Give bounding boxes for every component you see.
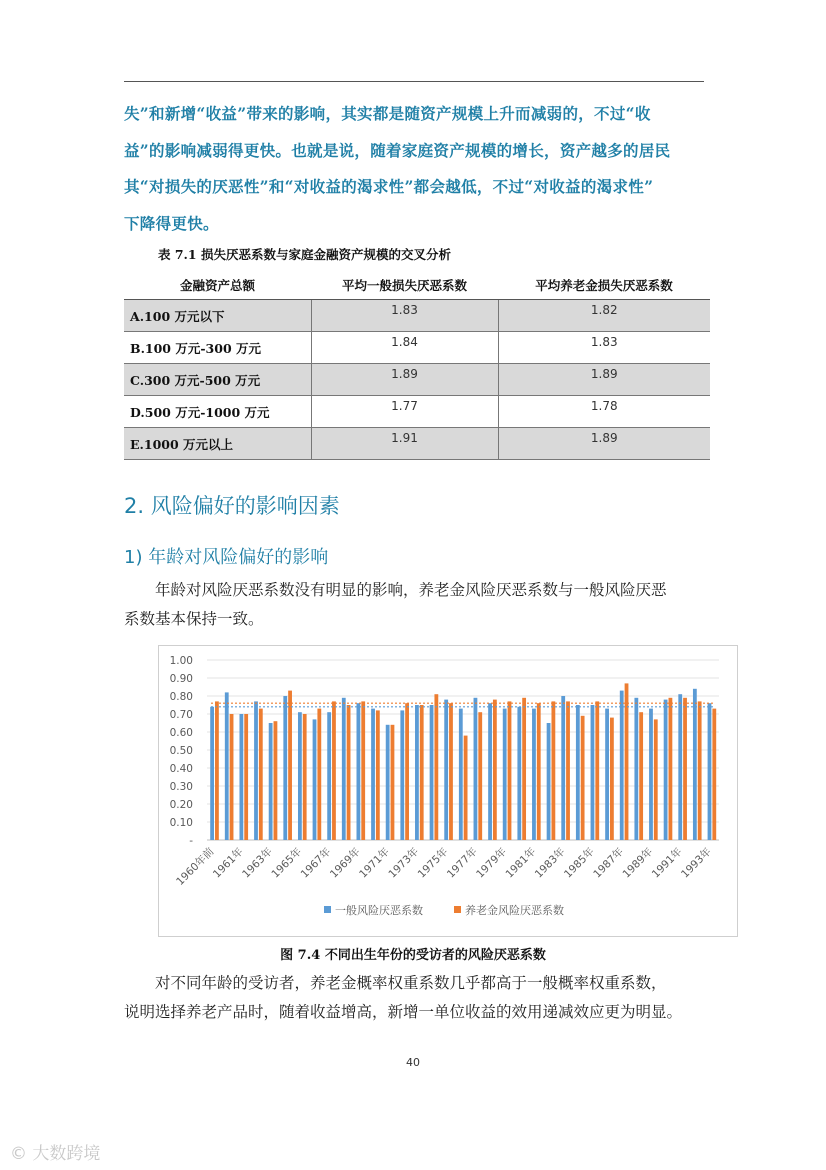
y-tick-label: 1.00 bbox=[169, 655, 193, 667]
bar-general bbox=[298, 712, 302, 840]
bar-general bbox=[459, 709, 463, 840]
general-value: 1.84 bbox=[311, 332, 498, 364]
x-tick-label: 1965年 bbox=[269, 845, 305, 881]
bar-pension bbox=[610, 718, 614, 840]
bar-pension bbox=[522, 698, 526, 840]
x-tick-label: 1989年 bbox=[620, 845, 656, 881]
bar-general bbox=[444, 700, 448, 840]
bar-pension bbox=[449, 703, 453, 840]
y-tick-label: 0.70 bbox=[169, 709, 193, 721]
x-tick-label: 1991年 bbox=[649, 845, 685, 881]
bar-general bbox=[532, 709, 536, 840]
y-tick-label: 0.40 bbox=[169, 763, 193, 775]
table-caption: 表 7.1 损失厌恶系数与家庭金融资产规模的交叉分析 bbox=[158, 247, 451, 262]
watermark bbox=[10, 1139, 100, 1164]
bar-pension bbox=[581, 716, 585, 840]
row-label: C.300 万元-500 万元 bbox=[124, 364, 311, 396]
table-row bbox=[124, 332, 710, 364]
bar-pension bbox=[420, 705, 424, 840]
bar-pension bbox=[566, 701, 570, 840]
weight-paragraph bbox=[124, 969, 709, 1027]
page-number: 40 bbox=[406, 1056, 420, 1069]
column-header: 平均一般损失厌恶系数 bbox=[311, 270, 498, 300]
bar-pension bbox=[405, 703, 409, 840]
bar-general bbox=[605, 709, 609, 840]
column-header: 金融资产总额 bbox=[124, 270, 311, 300]
bar-pension bbox=[654, 719, 658, 840]
bar-general bbox=[254, 701, 258, 840]
bar-pension bbox=[464, 736, 468, 840]
x-tick-label: 1975年 bbox=[415, 845, 451, 881]
bar-general bbox=[503, 709, 507, 840]
table-row bbox=[124, 364, 710, 396]
table-row bbox=[124, 300, 710, 332]
bar-general bbox=[678, 694, 682, 840]
pension-value: 1.89 bbox=[498, 428, 710, 460]
row-label: A.100 万元以下 bbox=[124, 300, 311, 332]
bar-pension bbox=[303, 714, 307, 840]
header-rule bbox=[124, 81, 704, 82]
pension-value: 1.83 bbox=[498, 332, 710, 364]
watermark-icon: © bbox=[10, 1144, 27, 1164]
bar-general bbox=[547, 723, 551, 840]
legend-label: 一般风险厌恶系数 bbox=[335, 904, 423, 917]
y-tick-label: 0.90 bbox=[169, 673, 193, 685]
x-tick-label: 1960年前 bbox=[174, 845, 217, 888]
x-tick-label: 1993年 bbox=[678, 845, 714, 881]
intro-line: 失”和新增“收益”带来的影响，其实都是随资产规模上升而减弱的，不过“收 bbox=[124, 104, 651, 123]
x-tick-label: 1961年 bbox=[210, 845, 246, 881]
age-paragraph bbox=[124, 576, 709, 634]
bar-general bbox=[400, 710, 404, 840]
chart-svg bbox=[159, 646, 737, 936]
x-tick-label: 1985年 bbox=[561, 845, 597, 881]
figure-caption: 图 7.4 不同出生年份的受访者的风险厌恶系数 bbox=[280, 948, 546, 963]
bar-general bbox=[210, 707, 214, 840]
section-heading: 2. 风险偏好的影响因素 bbox=[124, 494, 340, 518]
bar-general bbox=[313, 719, 317, 840]
bar-general bbox=[517, 707, 521, 840]
bar-general bbox=[269, 723, 273, 840]
general-value: 1.77 bbox=[311, 396, 498, 428]
row-label: D.500 万元-1000 万元 bbox=[124, 396, 311, 428]
x-tick-label: 1979年 bbox=[474, 845, 510, 881]
general-value: 1.89 bbox=[311, 364, 498, 396]
bar-general bbox=[371, 709, 375, 840]
paragraph-line: 对不同年龄的受访者，养老金概率权重系数几乎都高于一般概率权重系数， bbox=[155, 974, 667, 992]
bar-pension bbox=[347, 705, 351, 840]
bar-pension bbox=[376, 710, 380, 840]
bar-general bbox=[283, 696, 287, 840]
y-tick-label: 0.10 bbox=[169, 817, 193, 829]
intro-paragraph bbox=[124, 96, 709, 242]
bar-general bbox=[357, 703, 361, 840]
bar-pension bbox=[639, 712, 643, 840]
intro-line: 下降得更快。 bbox=[124, 213, 219, 233]
bar-pension bbox=[595, 701, 599, 840]
bar-general bbox=[239, 714, 243, 840]
bar-general bbox=[693, 689, 697, 840]
paragraph-line: 年龄对风险厌恶系数没有明显的影响，养老金风险厌恶系数与一般风险厌恶 bbox=[155, 581, 667, 599]
risk-aversion-chart bbox=[158, 645, 738, 937]
bar-general bbox=[561, 696, 565, 840]
bar-pension bbox=[537, 703, 541, 840]
bar-general bbox=[576, 705, 580, 840]
pension-value: 1.82 bbox=[498, 300, 710, 332]
x-tick-label: 1981年 bbox=[503, 845, 539, 881]
x-tick-label: 1967年 bbox=[298, 845, 334, 881]
y-tick-label: 0.80 bbox=[169, 691, 193, 703]
paragraph-line: 系数基本保持一致。 bbox=[124, 610, 264, 628]
bar-pension bbox=[712, 709, 716, 840]
bar-pension bbox=[274, 721, 278, 840]
general-value: 1.91 bbox=[311, 428, 498, 460]
table-row bbox=[124, 428, 710, 460]
bar-general bbox=[327, 712, 331, 840]
bar-general bbox=[488, 703, 492, 840]
bar-pension bbox=[230, 714, 234, 840]
bar-general bbox=[474, 698, 478, 840]
bar-pension bbox=[478, 712, 482, 840]
bar-pension bbox=[288, 691, 292, 840]
bar-general bbox=[342, 698, 346, 840]
bar-general bbox=[634, 698, 638, 840]
asset-loss-aversion-table bbox=[124, 270, 710, 460]
bar-general bbox=[430, 705, 434, 840]
bar-general bbox=[708, 703, 712, 840]
x-tick-label: 1983年 bbox=[532, 845, 568, 881]
x-tick-label: 1977年 bbox=[444, 845, 480, 881]
column-header: 平均养老金损失厌恶系数 bbox=[498, 270, 710, 300]
y-tick-label: 0.60 bbox=[169, 727, 193, 739]
y-tick-label: 0.30 bbox=[169, 781, 193, 793]
bar-general bbox=[415, 705, 419, 840]
bar-general bbox=[386, 725, 390, 840]
subsection-heading: 1) 年龄对风险偏好的影响 bbox=[124, 547, 329, 568]
y-tick-label: - bbox=[189, 835, 193, 847]
bar-pension bbox=[493, 700, 497, 840]
legend-label: 养老金风险厌恶系数 bbox=[465, 904, 564, 917]
x-tick-label: 1971年 bbox=[357, 845, 392, 881]
general-value: 1.83 bbox=[311, 300, 498, 332]
table-header-row bbox=[124, 270, 710, 300]
watermark-text: 大数跨境 bbox=[32, 1144, 101, 1164]
bar-pension bbox=[669, 698, 673, 840]
bar-pension bbox=[332, 701, 336, 840]
bar-general bbox=[225, 692, 229, 840]
y-tick-label: 0.50 bbox=[169, 745, 193, 757]
bar-pension bbox=[361, 701, 365, 840]
intro-line: 益”的影响减弱得更快。也就是说，随着家庭资产规模的增长，资产越多的居民 bbox=[124, 140, 671, 160]
row-label: E.1000 万元以上 bbox=[124, 428, 311, 460]
bar-pension bbox=[215, 701, 219, 840]
bar-pension bbox=[259, 709, 263, 840]
bar-general bbox=[664, 700, 668, 840]
x-tick-label: 1963年 bbox=[240, 845, 275, 881]
bar-pension bbox=[683, 698, 687, 840]
intro-line: 其“对损失的厌恶性”和“对收益的渴求性”都会越低，不过“对收益的渴求性” bbox=[124, 177, 654, 196]
bar-general bbox=[620, 691, 624, 840]
y-tick-label: 0.20 bbox=[169, 799, 193, 811]
bar-general bbox=[591, 705, 595, 840]
legend-swatch bbox=[454, 906, 461, 913]
table-row bbox=[124, 396, 710, 428]
bar-pension bbox=[508, 701, 512, 840]
bar-general bbox=[649, 709, 653, 840]
bar-pension bbox=[317, 709, 321, 840]
pension-value: 1.89 bbox=[498, 364, 710, 396]
x-tick-label: 1987年 bbox=[591, 845, 627, 881]
bar-pension bbox=[551, 701, 555, 840]
bar-pension bbox=[244, 714, 248, 840]
x-tick-label: 1973年 bbox=[386, 845, 422, 881]
x-tick-label: 1969年 bbox=[327, 845, 363, 881]
bar-pension bbox=[434, 694, 438, 840]
paragraph-line: 说明选择养老产品时，随着收益增高，新增一单位收益的效用递减效应更为明显。 bbox=[124, 1003, 683, 1021]
pension-value: 1.78 bbox=[498, 396, 710, 428]
row-label: B.100 万元-300 万元 bbox=[124, 332, 311, 364]
legend-swatch bbox=[324, 906, 331, 913]
bar-pension bbox=[391, 725, 395, 840]
bar-pension bbox=[698, 701, 702, 840]
